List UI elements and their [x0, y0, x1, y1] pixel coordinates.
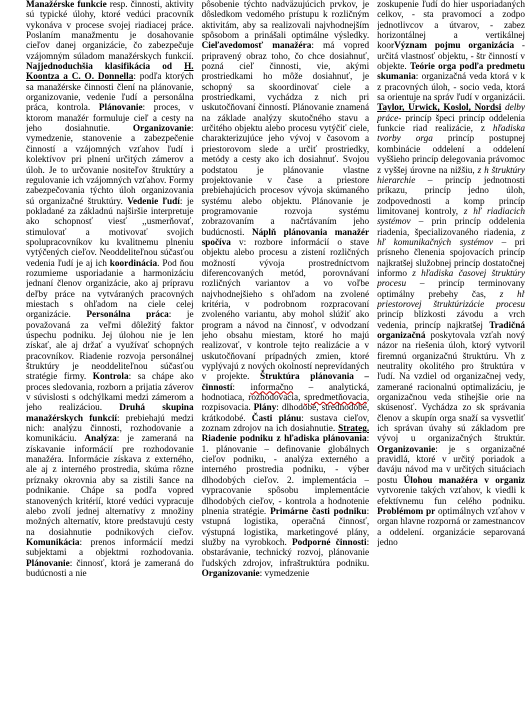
text-run: Plánovanie: [26, 558, 70, 569]
text-run: Význam pojmu organizácia: [394, 41, 515, 52]
text-run: Strateg.: [338, 424, 370, 435]
text-run: Problémom pr: [377, 506, 436, 517]
text-run: Časti plánu: [251, 413, 302, 424]
text-column-3: [377, 0, 525, 703]
text-run: Komunikácia: [26, 537, 80, 548]
text-run: delby práce: [377, 103, 525, 124]
text-run: Personálna práca: [86, 310, 169, 321]
text-run: Podporné činnosti: [291, 537, 367, 548]
column-1-paragraph: Manažérske funkcie resp. činnosti, aktivity sú typické úlohy, ktoré vedúci pracovník vykonáva v procese svojej riadiacej práce. Poslaním manažmentu je dosahovanie cieľov danej organizácie, čo zabezpečuje vzájomným súladom manažérskych funkcií. Najjednoduchšia klasifikácia od H. Koontza a C. O. Donnella: podľa ktorých sa manažérske činnosti člení na plánovanie, organizovanie, vedenie ľudí a personálna práca, kontrola. Plánovanie: proces, v ktorom manažér formuluje cieľ a cesty na jeho dosiahnutie. Organizovanie: vymedzenie, stanovenie a zabezpečenie činností a vzájomných vzťahov ľudí i kolektívov pri plnení určitých zámerov a úloh. Je to určovanie nositeľov štruktúry a regulovanie ich vzájomných vzťahov. Formy zabezpečovania týchto úloh organizovania sú organizačné štruktúry. Vedenie ľudí: je pokladané za základnú najširšie interpretuje ako schopnosť viesť ,,usmerňovať, stimulovať a motivovať svojich spolupracovníkov ku kvalitnemu plneniu vytýčených cieľov. Neoddeliteľnou súčasťou vedenia ľudí je aj ich koordinácia. Pod ňou rozumieme usporiadanie a harmonizáciu jednaní členov organizácie, ako aj prípravu deľby práce na vytváraných pracovných miestach s ohľadom na ciele celej organizácie. Personálna práca: je považovaná za veľmi dôležitý faktor úspechu podniku. Jej úlohou nie je len získať, ale aj držať a využívať schopných pracovníkov. Riadenie rozvoja personálnej štruktúry je neoddeliteľnou súčasťou stratégie firmy. Kontrola: sa chápe ako proces sledovania, rozborn a prijatia záverov v súvislosti s odchýlkami medzi zámerom a jeho realizáciou. Druhá skupina manažérskych funkcií: prebiehajú medzi nich: analýzu činnosti, rozhodovanie a komunikáciu. Analýza: je zameraná na získavanie informácií pre rozhodovanie manažéra. Informácie získava z externého, ale aj z interného prostredia, skúma rôzne príznaky okrovnia aby sa zistili šance na podnikanie. Chápe sa podľa vopred stanovených kritérií, ktoré vedúci vypracuje alebo zvolí jednej alternatívy z množiny možných alternatív, ktore predstavujú cesty na dosiahnutie podnikových cieľov. Komunikácia: prenos informácií medzi subjektami a objektmi rozhodovania. Plánovanie: činnosť, ktorá je zameraná do budúcnosti a nie: [26, 0, 194, 579]
text-run: Najjednoduchšia klasifikácia od: [26, 62, 185, 73]
text-run: Analýza: [84, 434, 117, 445]
text-run: Organizovanie: [377, 444, 436, 455]
text-run: Plány: [253, 403, 277, 414]
text-column-2: [202, 0, 370, 703]
text-run: Teórie orga podľa predmetu skumania: [377, 62, 525, 83]
text-run: spredmetňovacia: [304, 393, 367, 404]
text-run: Riadenie podniku z hľadiska plánovania: [201, 434, 367, 445]
text-run: Plánovanie: [98, 103, 143, 114]
text-run: Primárne časti podniku: [270, 506, 367, 517]
text-run: Manažérske funkcie: [26, 0, 107, 10]
text-run: informačno: [250, 382, 294, 393]
text-run: Cieľavedomosť manažéra: [201, 41, 312, 52]
text-run: z hľ komunikačných systémov: [377, 227, 525, 248]
text-run: z hľ priestorovej štruktúrizácie procesu: [377, 289, 525, 310]
text-run: Druhá skupina manažérskych funkcií: [26, 403, 194, 424]
text-run: koordinácia: [109, 258, 158, 269]
text-run: Taylor, Urwick, Koslol, Nordsi: [377, 103, 502, 114]
text-run: z hľadiska časovej štruktúry procesu: [377, 268, 525, 290]
text-run: Kontrola: [92, 372, 129, 383]
text-run: Tradičná organizačná: [377, 320, 525, 341]
text-run: z h štruktúry hierarchie: [377, 165, 525, 186]
text-run: Organizovanie: [132, 124, 191, 135]
text-run: Úlohou manažéra v organiz: [403, 475, 525, 486]
text-column-1: [26, 0, 194, 703]
text-run: Náplň plánovania manažér spočíva: [201, 227, 370, 248]
text-run: Štruktúra plánovania – činností: [201, 372, 370, 393]
text-run: Vedenie ľudí: [127, 196, 180, 207]
column-2-paragraph: pôsobenie týchto nadväzujúcich prvkov, je dôsledkom vedomého prístupu k rozličným aktivitám, aby sa realizovali najvhodnejším spôsobom a prinášali optimálne výsledky. Cieľavedomosť manažéra: má vopred pripravený obraz toho, čo chce dosiahnuť, pozná cieľ činnosti, vie, akými prostriedkami ho môže dosiahnuť, je schopný sa skoordinovať ciele a prostriedkami, vychádza z nich pri uskutočňovaní činností. Plánovanie znamená na základe analýzy skutočného stavu a určitého objektu alebo procesu vytýčiť ciele, charakterizujúce jeho vývoj v časovom a priestorovom slede a určiť prostriedky, metódy a cesty ako ich dosiahnuť. Svojou podstatou je plánovanie vlastne projektovanie v čase a priestore prebiehajúcich procesov vývoja skúmaného systému alebo objektu. Plánovanie je programovanie rozvoja systému zobrazovaním a načrtávaním jeho budúcnosti. Náplň plánovania manažér spočíva v: rozbore informácií o stave objektu alebo procesu a zistení rozličných možností vývoja prostredníctvom diferencovaných metód, porovnávaní rozličných variantov a vo voľbe najvhodnejšieho s ohľadom na zvolené kritéria, v podrobnom rozpracovaní zvoleného variantu, aby mohol slúžiť ako program a návod na činnosť, v odvodzaní jeho obsahu miestam, ktoré ho majú realizovať, v kontrole tejto realizácie a v uskutočňovaní prípadných zmien, ktoré vyplývajú z nových okolností neprevídaných v projekte. Štruktúra plánovania – činností: informačno – analytická, hodnotiaca, rozhodovacia, spredmetňovacia, rozpisovacia. Plány: dlhodobé, strednodobé, krátkodobé. Časti plánu: sustava cieľov, zoznam zdrojov na ich dosiahnutie. Strateg. Riadenie podniku z hľadiska plánovania: 1. plánovanie – definovanie globálnych cieľov podniku, - analýza externého a interného prostredia podniku, - výber dlhodobých cieľov. 2. implementácia – vypracovanie spôsobu implementácie dlhodobých cieľov, - kontrola a hodnotenie plnenia stratégie. Primárne časti podniku: vstupná logistika, operačná činnosť, výstupná logistika, marketingové plány, služby na vyrobkoch. Podporné činnosti: obstarávanie, technický rozvoj, plánovanie ľudských zdrojov, infraštruktúra podniku. Organizovanie: vymedzenie: [201, 0, 370, 579]
text-run: z hľ riadiacich systémov: [377, 206, 525, 228]
text-run: H. Koontza a C. O. Donnella: [26, 62, 194, 83]
column-3-paragraph: zoskupenie ľudí do hier usporiadaných celkov, - sta pravomocí a zodpo jednotlivcov a útvarov, - zabez horizontálnej a vertikálnej koorVýznam pojmu organizácia - určitá vlastnosť objektu, - štr činností v objekte. Teórie orga podľa predmetu skumania: organizačná veda ktorá v k z pracovných úloh, - socio veda, ktorá sa orientuje na správ ľudí v organizácii. Taylor, Urwick, Koslol, Nordsi delby práce- princíp špeci princíp oddelenia funkcie riad realizácie, z hľadiska tvorby orga princíp postupnej kombinácie oddelení a oddelení vyššieho princíp delegovania právomoc z vyššej úrovne na nižšiu, z h štruktúry hierarchie – princíp jednotnosti príkazu, princíp jedno úloh, zodpovednosti a komp princíp limitovanej kontroly, z hľ riadiacich systémov – prin princíp oddelenia riadenia, špecializovaného riadenia, z hľ komunikačných systémov – pri prísneho členenia spojovacích princíp najkratšej služobnej princíp dostatočnej informo z hľadiska časovej štruktúry procesu – princíp terminovany optimálny prebehy čas, z hľ priestorovej štruktúrizácie procesu princíp blízkosti závodu a vrch vedenia, princíp najkratšej Tradičná organizačná poskytovala vzťah nový názor na riešenia úloh, ktorý vytvoril firemnú organizačnú štruktúru. Vh z neutrality okolitého pro štruktúra v ľudí. Na vzdiel od organizačnej vedy, zamerané racionalnú optimalizáciu, je organizačnou veda stihejšie orie na skúsenosť. Vychádza zo sk správania členov a skupín orga snaží sa vysvetliť ich správan úvahy sú základom pre vývoj u organizačných štruktúr. Organizovanie: je s organizačné pravidlá, ktoré v určitý poriadok a daváju návod ma v určitých situáciach postu Úlohou manažéra v organiz vytvorenie takých vzťahov, k viedli k efektívnemu fun celého podniku. Problémom pr optimálnych vzťahov v organ hlavne rozporná or zamestnancov a oddelení. organizácie separovaná jedno: [377, 0, 525, 548]
text-run: hľadiska tvorby orga: [377, 124, 525, 145]
text-run: Organizovanie: [201, 568, 260, 579]
